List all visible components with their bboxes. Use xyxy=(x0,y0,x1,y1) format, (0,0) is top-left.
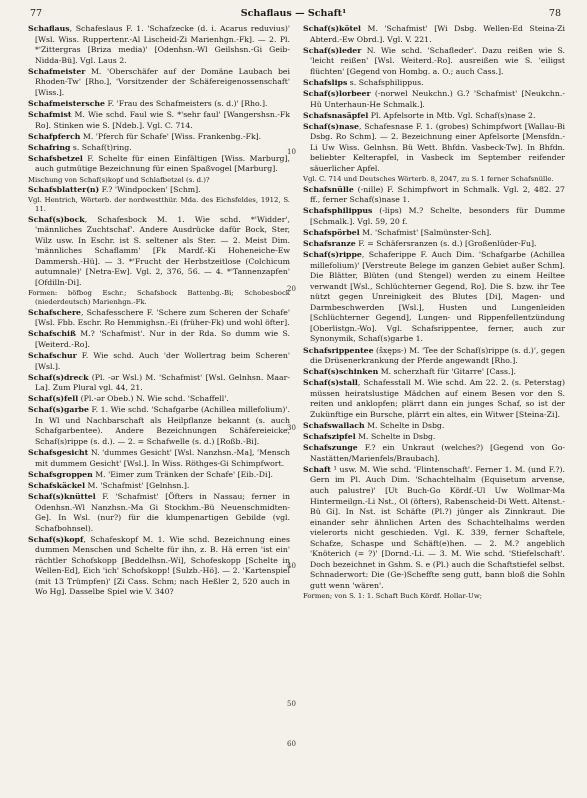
entry-text: F.? 'Windpocken' [Schm]. xyxy=(99,185,201,195)
entry-headword: Schaf(s)stall xyxy=(303,378,358,388)
entry-text: s. Schaf(t)ring. xyxy=(70,142,132,152)
dictionary-entry xyxy=(28,143,290,154)
dictionary-entry xyxy=(28,67,290,99)
dictionary-entry xyxy=(303,421,565,432)
entry-headword: Schafschiß xyxy=(28,329,76,339)
entry-headword: Schafsgroppen xyxy=(28,469,93,479)
entry-headword: Schafring xyxy=(28,142,71,152)
dictionary-entry xyxy=(28,308,290,329)
dictionary-entry xyxy=(303,111,565,122)
dictionary-entry xyxy=(28,215,290,289)
dictionary-entry xyxy=(28,185,290,196)
entry-text: ¹ usw. M. Wie schd. 'Flintenschaft'. Ferner 1. M. (und F.?). Gern im Pl. Auch Dim. 'Schachtelhalm (Equisetum arvense, auch palustre)' [Ut Buch-Go Kördf.-Ul Uw Wollmar-Ma Hintermeilgn.-Li Nst., Ol (öfters), Rabenscheid-Di Wett. Altenst.-Bü Gi]. In Nst. ist Schäfte (Pl.?) jünger als Zinnkraut. Die einander sehr ähnlichen Arten des Schachtelhalms werden vielerorts nicht geschieden. Vgl. K. 339, ferner Schaftele, Schafze, Schaspe und Schäft(e)hen. — 2. M.? angeblich 'Knöterich (= ?)' [Dornd.-Li. — 3. M. Wie schd. 'Stiefelschaft'. Doch bezeichnet in Gshm. S. e (Pl.) auch die Schaftstiefel selbst. Schnaderwort: Die (Ge-)Scheffte seng gutt, bann bloß die Sohln gutt wenn 'wären'. xyxy=(310,464,565,590)
entry-text: (šxęps-) M. 'Tee der Schaf(s)rippe (s. d.)', gegen die Drüsenerkrankung der Pferde angewandt [Rho.]. xyxy=(310,345,565,366)
entry-headword: Schaf(s)kopf xyxy=(28,534,84,544)
entry-text: F.? ein Unkraut (welches?) [Gegend von Go-Nastätten/Marienfels/Braubach]. xyxy=(310,443,565,463)
entry-headword: Schafschere xyxy=(28,307,81,317)
dictionary-entry xyxy=(303,78,565,89)
dictionary-entry xyxy=(28,154,290,175)
entry-text: N. 'dummes Gesicht' [Wsl. Nanzhsn.-Ma], 'Mensch mit dummem Gesicht' [Wsl.]. In Wiss. Röthges-Gi Schimpfwort. xyxy=(35,448,290,468)
right-column xyxy=(303,24,565,792)
entry-text: F. Schelte für einen Einfältigen [Wiss. Marburg], auch gutmütige Bezeichnung für einen Spaßvogel [Marburg]. xyxy=(35,153,290,174)
entry-headword: Schafsphilippus xyxy=(303,206,373,216)
entry-text: N. Wie schd. 'Schafleder'. Dazu reißen wie S. 'leicht reißen' [Wsl. Weiterd.-Ro]. ausreißen wie S. 'eiligst flüchten' [Gegend von Hombg. a. O.; auch Cass.]. xyxy=(310,45,565,76)
entry-headword: Schaf(s)lorbeer xyxy=(303,88,371,98)
entry-text: M. 'Eimer zum Tränken der Schafe' [Eib.-Di]. xyxy=(92,469,273,479)
entry-headword: Schaf(s)rippe xyxy=(303,250,362,260)
entry-headword: Schafschur xyxy=(28,350,77,360)
dictionary-entry xyxy=(303,206,565,227)
dictionary-entry xyxy=(303,89,565,110)
page-number-left: 77 xyxy=(30,8,43,19)
entry-headword: Schafsbetzel xyxy=(28,153,83,163)
entry-text: (Pl.-ər Obeb.) N. Wie schd. 'Schaffell'. xyxy=(78,394,229,404)
dictionary-entry xyxy=(28,373,290,394)
running-head: Schaflaus — Schaft¹ xyxy=(240,8,347,19)
entry-headword: Schaf(s)knüttel xyxy=(28,492,96,502)
entry-text: Vgl. Hentrich, Wörterb. der nordwestthür. Mda. des Eichsfeldes, 1912, S. 11. xyxy=(28,196,290,214)
entry-text: (-norwel Neukchn.) G.? 'Schafmist' [Neukchn.-Hü Unterhaun-He Schmalk.]. xyxy=(310,88,565,109)
dictionary-entry xyxy=(303,175,565,184)
entry-text: (Pl. -ər Wsl.) M. 'Schafmist' [Wsl. Gelnhsn. Maar-La]. Zum Plural vgl. 44, 21. xyxy=(35,372,290,393)
dictionary-entry xyxy=(28,24,290,66)
line-number: 40 xyxy=(287,562,296,570)
entry-headword: Schafmeister xyxy=(28,66,86,76)
entry-text: F. = Schäfersranzen (s. d.) [Großenlüder-Fu]. xyxy=(355,239,537,248)
entry-headword: Schafmeistersche xyxy=(28,98,105,108)
entry-text: , Schafesnase F. 1. (grobes) Schimpfwort [Wallau-Bi Dsbg. Ro Schm]. — 2. Bezeichnung einer Apfelsorte [Mensfdn.-Li Uw Wiss. Gelnhsn. Bü Wett. Bhfdn. Vasbeck-Tw]. In Bhfdn. beliebter Kelterapfel, in Vasbeck im September reifender säuerlicher Apfel. xyxy=(310,121,565,173)
entry-text: M.? 'Schafmist'. Nur in der Rda. So dumm wie S. [Weiterd.-Ro]. xyxy=(35,329,290,349)
dictionary-entry xyxy=(28,405,290,447)
dictionary-entry xyxy=(28,394,290,405)
entry-text: (-nille) F. Schimpfwort in Schmalk. Vgl. 2, 482. 27 ff., ferner Schaf(s)nase 1. xyxy=(310,184,565,205)
dictionary-entry xyxy=(28,470,290,481)
entry-text: , Schafeskopf M. 1. Wie schd. Bezeichnung eines dummen Menschen und Schelte für ihn, z. B. Hä erren 'ist ein' rächtler Schofskopp [Beddelhsn.-Wi], Schofeskopp [Schelte in Wellen-Ed], Eich 'ich' Schofskopp! [Sulzb.-Hö]. — 2. 'Kartenspiel (mit 13 Trümpfen)' [Zi Cass. Schm; nach Heßler 2, 520 auch in Wo Hg]. Dasselbe Spiel wie V. 340? xyxy=(35,534,290,597)
entry-text: , Schafeslaus F. 1. 'Schafzecke (d. i. Acarus reduvius)' [Wsl. Wiss. Ruppertenr.-Al Lischeid-Zi Marienhgn.-Fk]. — 2. Pl. *'Zittergras [Briza media)' [Odenhsn.-Wl Geilshsn.-Gi Geib-Nidda-Bü]. Vgl. Laus 2. xyxy=(35,24,290,65)
dictionary-entry xyxy=(28,132,290,143)
dictionary-entry xyxy=(28,176,290,185)
entry-headword: Schafsnasäpfel xyxy=(303,110,369,120)
dictionary-entry xyxy=(28,196,290,214)
entry-text: Formen: böfbog Eschr.; Schafsbock Battenbg.-Bi; Schobesbock (niederdeutsch) Marienhgn.-Fk. xyxy=(28,289,290,307)
entry-text: , Schafesstall M. Wie schd. Am 22. 2. (s. Peterstag) müssen heiratslustige Mädchen auf einem Besen vor den S. reiten und anklopfen; plärrt dann ein junges Schaf, so ist der Zukünftige ein Bursche, plärrt ein altes, ein Witwer [Steina-Zi]. xyxy=(310,378,565,419)
dictionary-entry xyxy=(303,378,565,420)
dictionary-entry xyxy=(28,535,290,598)
dictionary-entry xyxy=(28,448,290,469)
dictionary-entry xyxy=(303,239,565,250)
dictionary-entry xyxy=(28,481,290,492)
entry-text: F. Wie schd. Auch 'der Wollertrag beim Scheren' [Wsl.]. xyxy=(35,350,290,371)
entry-headword: Schafszunge xyxy=(303,443,358,453)
line-number: 30 xyxy=(287,424,296,432)
entry-headword: Schaf(s)nase xyxy=(303,121,359,131)
entry-headword: Schafsranze xyxy=(303,239,356,248)
entry-headword: Schafpferch xyxy=(28,131,81,141)
entry-text: M. Schelte in Dsbg. xyxy=(364,421,445,430)
entry-text: Formen; von S. 1: 1. Schaft Buch Kördf. Hollar-Uw; xyxy=(303,591,483,600)
entry-text: Mischung von Schaf(s)kopf und Schlafbetzel (s. d.)? xyxy=(28,175,210,184)
entry-headword: Schafszipfel xyxy=(303,432,356,442)
entry-text: M. 'Schafmist' [Gelnhsn.]. xyxy=(85,480,190,490)
entry-headword: Schaf(s)schinken xyxy=(303,367,379,377)
entry-text: F. 1. Wie schd. 'Schafgarbe (Achillea millefolium)'. In Wl und Nachbarschaft als Heilpflanze bekannt (s. auch Schafgarbentee). Andere Bezeichnungen Schäfereieicke, Schaf(s)rippe (s. d.). — 2. = Schafwelle (s. d.) [Roßb.-Bi]. xyxy=(35,405,290,446)
entry-headword: Schafsblatter(n) xyxy=(28,185,100,195)
entry-headword: Schaf(s)kötel xyxy=(303,24,361,33)
entry-text: F. 'Frau des Schafmeisters (s. d.)' [Rho.]. xyxy=(105,98,268,108)
left-column xyxy=(28,24,290,792)
entry-headword: Schaft xyxy=(303,464,331,474)
dictionary-entry xyxy=(303,432,565,443)
entry-headword: Schafskäckel xyxy=(28,480,86,490)
entry-text: s. Schafsphilippus. xyxy=(347,77,424,87)
page-number-right: 78 xyxy=(548,8,561,19)
entry-text: M. 'Schafmist' [Wi Dsbg. Wellen-Ed Steina-Zi Abterd.-Ew Obrd.]. Vgl. V. 221. xyxy=(310,24,565,44)
entry-headword: Schaf(s)bock xyxy=(28,214,85,224)
dictionary-entry xyxy=(303,185,565,206)
dictionary-entry xyxy=(303,367,565,378)
dictionary-entry xyxy=(28,110,290,131)
entry-text: (-lips) M.? Schelte, besonders für Dumme [Schmalk.]. Vgl. 59, 20 f. xyxy=(310,206,565,226)
entry-headword: Schafsrippentee xyxy=(303,345,374,355)
entry-headword: Schafspörbel xyxy=(303,227,360,237)
entry-headword: Schaf(s)garbe xyxy=(28,405,89,415)
entry-headword: Schaf(s)dreck xyxy=(28,372,89,382)
entry-text: , Schafesbock M. 1. Wie schd. *'Widder', 'männliches Zuchtschaf'. Andere Ausdrücke dafür Bock, Ster, Wilz usw. In Eschr. ist S. seltener als Ster. — 2. Meist Dim. 'männliches Schaflamm' [Fk Mardf.-Ki Hoheneiche-Ew Dammersh.-Hü]. — 3. *'Frucht der Herbstzeitlose (Colchicum autumnale)' [Netra-Ew]. Vgl. 2, 376, 56. — 4. *'Tannenzapfen' [Ofdilln-Di]. xyxy=(35,214,290,287)
dictionary-entry xyxy=(303,46,565,78)
entry-text: , Schaferippe F. Auch Dim. 'Schafgarbe (Achillea millefolium)' [Verstreute Belege im ganzen Gebiet außer Schm]. Die Blätter, Blüten (und Stengel) werden zu einem Heiltee verwandt [Wsl., Schlüchterner Gegend, Ro]. Die S. bzw. ihr Tee nützt gegen Unreinigkeit des Blutes [Di], Magen- und Darmbeschwerden [Wsl.], Husten und Lungenleiden [Schlüchterner Gegend], Lungen- und Rippenfellentzündung [Oberlistgn.-Wo]. Vgl. Schafsrippentee, ferner, auch zur Synonymik, Schaf(s)garbe 1. xyxy=(310,250,565,344)
page-header xyxy=(0,8,587,22)
entry-headword: Schafslips xyxy=(303,77,348,87)
line-number: 10 xyxy=(287,148,296,156)
entry-headword: Schafsnülle xyxy=(303,184,354,194)
entry-text: M. 'Oberschäfer auf der Domäne Laubach bei Rhoden-Tw' [Rho.], 'Vorsitzender der Schäfereigenossenschaft' [Wiss.]. xyxy=(35,66,290,97)
entry-headword: Schafsgesicht xyxy=(28,448,89,458)
dictionary-entry xyxy=(303,443,565,464)
dictionary-entry xyxy=(303,228,565,239)
entry-headword: Schafmist xyxy=(28,110,72,120)
entry-text: M. 'Pferch für Schafe' [Wiss. Frankenbg.-Fk]. xyxy=(80,131,262,141)
entry-text: M. 'Schafmist' [Salmünster-Sch]. xyxy=(359,227,492,237)
entry-headword: Schaf(s)leder xyxy=(303,45,362,55)
dictionary-entry xyxy=(303,592,565,601)
entry-text: Vgl. C. 714 und Deutsches Wörterb. 8, 2047, zu S. 1 ferner Schafsnülle. xyxy=(303,175,554,183)
entry-headword: Schaf(s)fell xyxy=(28,394,79,404)
dictionary-entry xyxy=(28,99,290,110)
dictionary-entry xyxy=(28,351,290,372)
entry-text: M. Wie schd. Faul wie S. *'sehr faul' [Wangershsn.-Fk Ro]. Stinken wie S. [Ndeb.]. Vgl. C. 714. xyxy=(35,110,290,130)
entry-headword: Schaflaus xyxy=(28,24,70,33)
dictionary-entry xyxy=(28,329,290,350)
dictionary-entry xyxy=(28,289,290,307)
entry-text: M. scherzhaft für 'Gitarre' [Cass.]. xyxy=(378,367,516,377)
dictionary-entry xyxy=(303,122,565,175)
dictionary-entry xyxy=(303,250,565,345)
dictionary-entry xyxy=(28,492,290,534)
line-number: 60 xyxy=(287,740,296,748)
entry-text: F. 'Schafmist' [Öfters in Nassau; ferner in Odenhsn.-Wl Nanzhsn.-Ma Gi Stockhm.-Bü Neuenschmidten-Ge]. In Wsl. (nur?) für die klumpenartigen Gebilde (vgl. Schafbohnsel). xyxy=(35,492,290,533)
dictionary-entry xyxy=(303,24,565,45)
dictionary-entry xyxy=(303,346,565,367)
entry-text: Pl. Apfelsorte in Mtb. Vgl. Schaf(s)nase 2. xyxy=(368,110,536,120)
line-number: 50 xyxy=(287,700,296,708)
line-number: 20 xyxy=(287,285,296,293)
entry-text: , Schafesschere F. 'Schere zum Scheren der Schafe' [Wsl. Fbb. Eschr. Ro Hemmighsn.-Ei (früher-Fk) und wohl öfter]. xyxy=(35,307,290,328)
dictionary-entry xyxy=(303,465,565,591)
entry-headword: Schafswallach xyxy=(303,421,365,430)
entry-text: M. Schelte in Dsbg. xyxy=(355,432,436,442)
